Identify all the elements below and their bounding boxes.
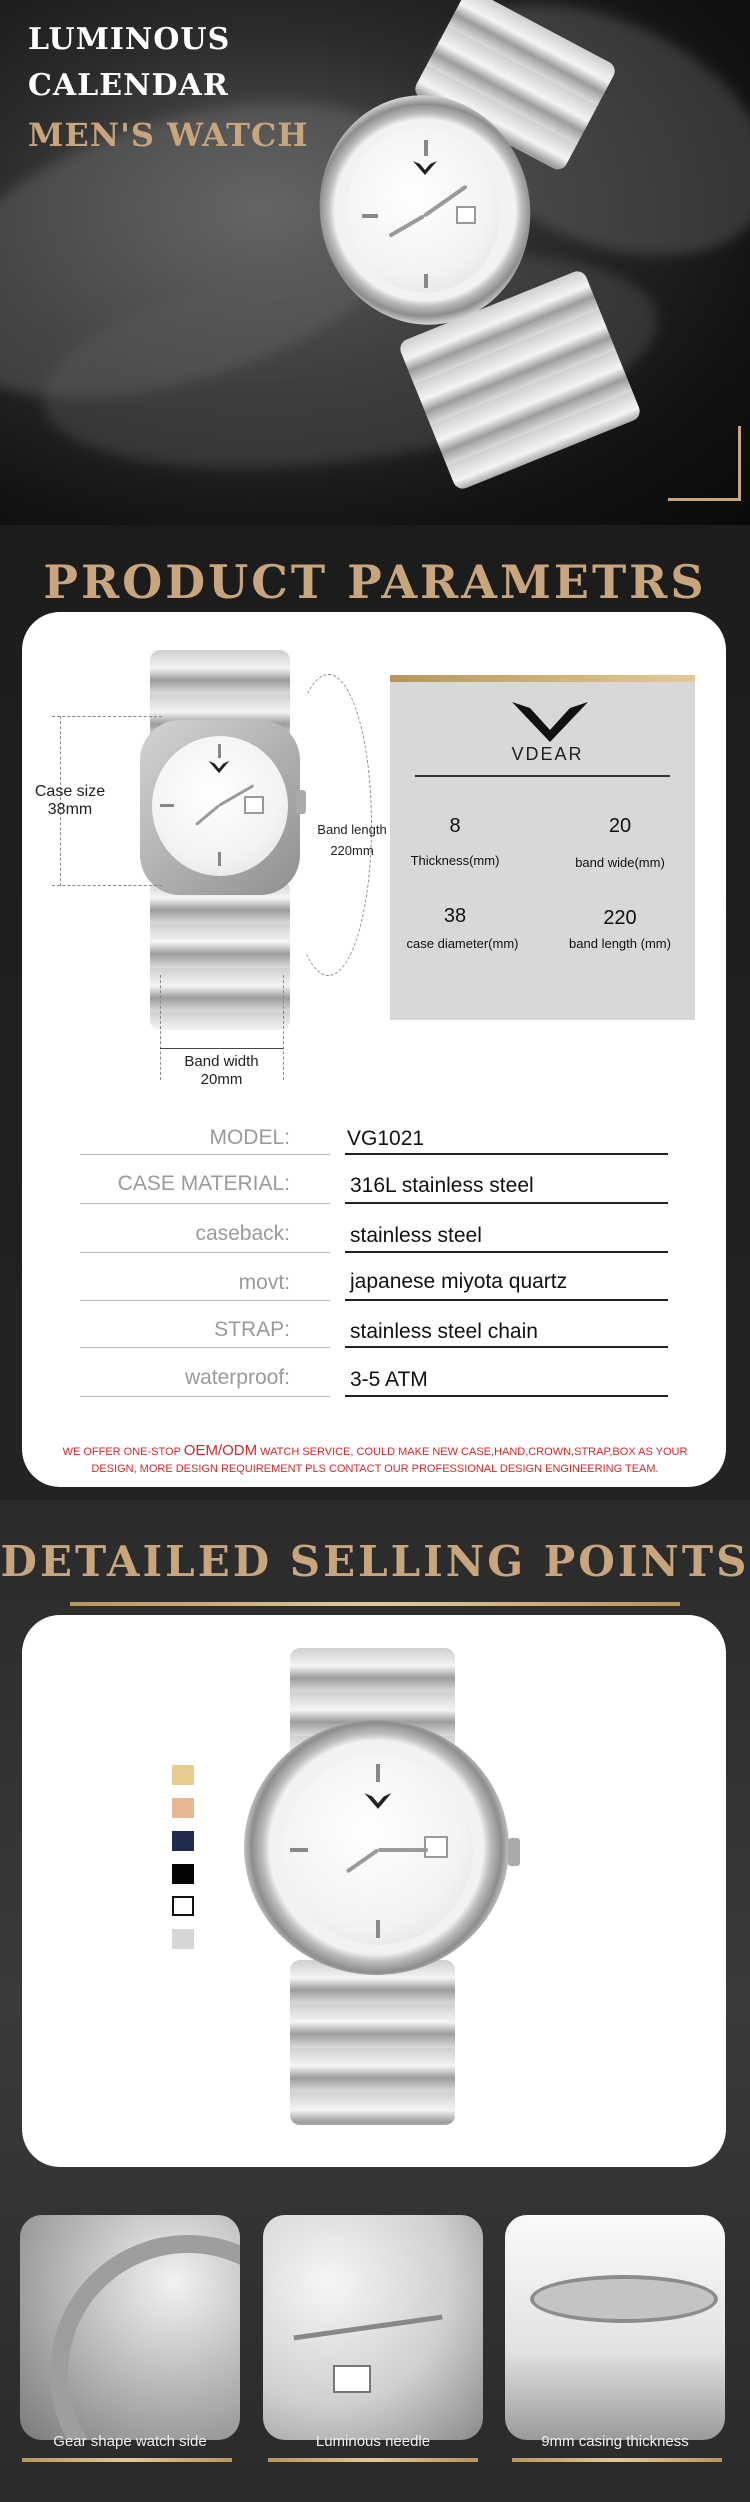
hero-logo-icon: [412, 160, 438, 176]
spec-value-movement: japanese miyota quartz: [350, 1270, 568, 1293]
hero-date-window-icon: [456, 206, 476, 224]
feature-label-luminous-needle: Luminous needle: [315, 2433, 431, 2450]
parameters-title: PRODUCT PARAMETRS: [43, 555, 707, 609]
hero-title-line2: CALENDAR: [28, 68, 229, 103]
stats-brand-logo-icon: [510, 700, 590, 744]
band-width-guide-right: [283, 975, 284, 1080]
stat-band-length-value: 220: [603, 907, 637, 929]
product-date-window-icon: [244, 796, 264, 814]
spec-label-strap: STRAP:: [214, 1318, 290, 1341]
oem-note-line1: [40, 1442, 710, 1461]
band-width-guide-arrow: [160, 1048, 283, 1049]
band-length-label: Band length: [317, 822, 387, 837]
oem-note-line1-pre: WE OFFER ONE-STOP: [62, 1446, 184, 1458]
oem-note-line2: DESIGN, MORE DESIGN REQUIREMENT PLS CONTACT OUR PROFESSIONAL DESIGN ENGINEERING TEAM.: [91, 1463, 659, 1475]
corner-bracket-decoration: [668, 426, 741, 501]
hero-title-line3: MEN'S WATCH: [28, 116, 309, 154]
case-size-label: Case size: [34, 783, 106, 800]
feature-label-casing-thickness: 9mm casing thickness: [541, 2433, 689, 2450]
swatch-rose-gold[interactable]: [172, 1798, 194, 1818]
oem-note-line1-post: WATCH SERVICE, COULD MAKE NEW CASE,HAND,CROWN,STRAP,BOX AS YOUR: [257, 1446, 688, 1458]
spec-value-waterproof: 3-5 ATM: [350, 1368, 428, 1391]
case-size-guide-bottom: [52, 885, 162, 886]
stat-case-diameter-label: case diameter(mm): [406, 936, 519, 951]
swatch-black[interactable]: [172, 1864, 194, 1884]
stat-thickness-label: Thickness(mm): [410, 853, 500, 868]
selling-title-underline: [70, 1602, 680, 1606]
footer-gold-bar-middle: [268, 2458, 478, 2462]
stat-band-wide-label: band wide(mm): [575, 855, 665, 870]
footer-gold-bar-left: [22, 2458, 232, 2462]
spec-label-model: MODEL:: [209, 1126, 290, 1149]
feature-thumb-gear-side: [20, 2215, 240, 2440]
spec-label-caseback: caseback:: [195, 1222, 290, 1245]
selling-logo-icon: [363, 1792, 393, 1810]
feature-thumb-luminous-needle: [263, 2215, 483, 2440]
stats-brand-name: VDEAR: [511, 744, 584, 764]
oem-note-emphasis: OEM/ODM: [183, 1442, 258, 1459]
product-logo-icon: [207, 760, 231, 774]
hero-title-line1: LUMINOUS: [28, 22, 231, 57]
band-width-value: 20mm: [200, 1071, 243, 1088]
stat-band-length-label: band length (mm): [569, 936, 671, 951]
spec-value-case-material: 316L stainless steel: [350, 1174, 534, 1197]
spec-value-caseback: stainless steel: [350, 1224, 482, 1247]
swatch-white[interactable]: [172, 1896, 194, 1916]
spec-label-waterproof: waterproof:: [184, 1366, 290, 1389]
hero-banner: [0, 0, 750, 525]
selling-date-window-icon: [424, 1836, 448, 1858]
spec-label-case-material: CASE MATERIAL:: [117, 1172, 290, 1195]
stat-thickness-value: 8: [449, 815, 461, 837]
swatch-gold[interactable]: [172, 1765, 194, 1785]
spec-value-strap: stainless steel chain: [350, 1320, 538, 1343]
stat-band-wide-value: 20: [608, 815, 632, 837]
feature-label-gear-side: Gear shape watch side: [53, 2433, 207, 2450]
spec-label-movement: movt:: [238, 1271, 290, 1294]
feature-thumb-casing-thickness: [505, 2215, 725, 2440]
spec-value-model: VG1021: [347, 1127, 425, 1150]
band-length-value: 220mm: [330, 843, 374, 858]
oem-note: [40, 1442, 710, 1478]
band-width-label: Band width: [184, 1053, 259, 1070]
swatch-silver[interactable]: [172, 1929, 194, 1949]
case-size-value: 38mm: [47, 801, 93, 818]
footer-gold-bar-right: [512, 2458, 722, 2462]
case-size-guide-top: [52, 716, 162, 717]
swatch-navy[interactable]: [172, 1831, 194, 1851]
selling-points-title: DETAILED SELLING POINTS: [0, 1537, 750, 1586]
stats-brand-divider: [415, 775, 670, 777]
stat-case-diameter-value: 38: [443, 905, 467, 927]
